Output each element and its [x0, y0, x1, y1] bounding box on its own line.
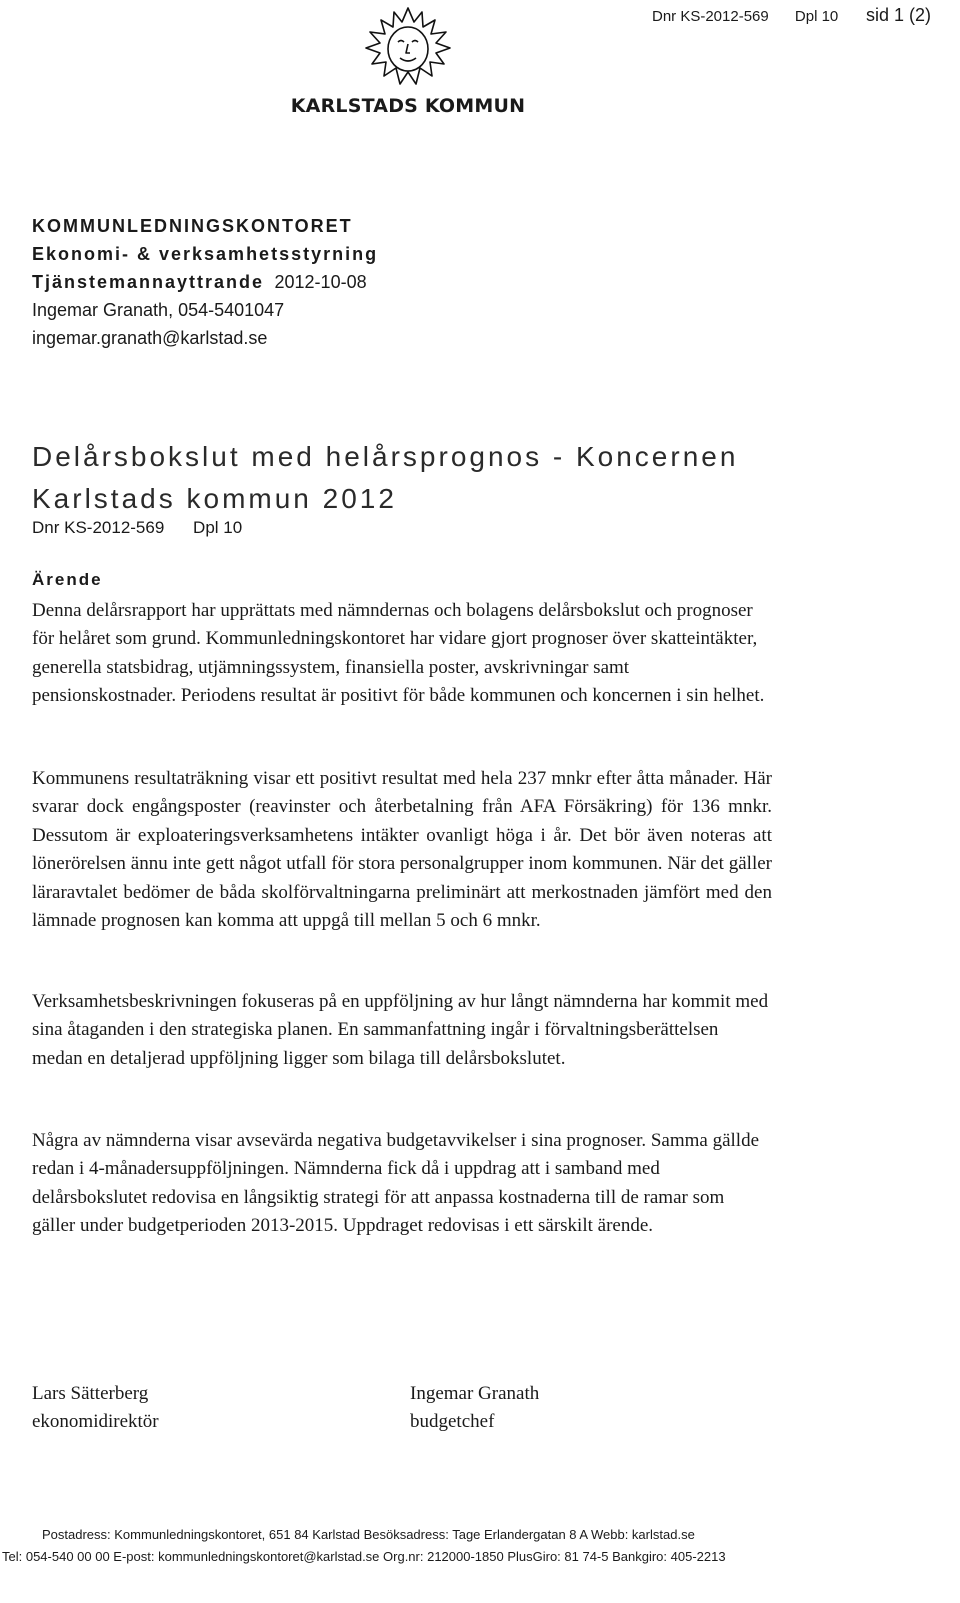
department-name: Ekonomi- & verksamhetsstyrning — [32, 244, 379, 264]
office-name: KOMMUNLEDNINGSKONTORET — [32, 216, 353, 236]
reference-dnr: Dnr KS-2012-569 — [32, 518, 165, 537]
document-reference-header — [652, 8, 838, 25]
signature-1-title: ekonomidirektör — [32, 1411, 159, 1432]
doc-date: 2012-10-08 — [274, 272, 367, 292]
sun-logo-icon — [356, 6, 460, 92]
signature-1-name: Lars Sätterberg — [32, 1383, 149, 1404]
page-title — [32, 436, 932, 520]
footer-contact: Tel: 054-540 00 00 E-post: kommunledningskontoret@karlstad.se Org.nr: 212000-1850 PlusGiro: 81 74-5 Bankgiro: 405-2213 — [2, 1549, 726, 1564]
email-line: ingemar.granath@karlstad.se — [32, 328, 268, 348]
doc-type-line — [32, 268, 378, 296]
section-heading-arende: Ärende — [32, 570, 103, 589]
paragraph-4: Några av nämnderna visar avsevärda negativa budgetavvikelser i sina prognoser. Samma gällde redan i 4-månadersuppföljningen. Nämnderna fick då i uppdrag att i samband med delårsbokslutet redovisa en långsiktig strategi för att anpassa kostnaderna till de ramar som gäller under budgetperioden 2013-2015. Uppdraget redovisas i ett särskilt ärende. — [32, 1130, 760, 1237]
header-dnr: Dnr KS-2012-569 — [652, 8, 769, 25]
sender-block — [32, 212, 378, 352]
reference-line — [32, 518, 242, 538]
karlstad-logo — [288, 6, 528, 122]
signature-2-title: budgetchef — [410, 1411, 495, 1432]
logo-wordmark: KARLSTADS KOMMUN — [290, 95, 526, 117]
title-line-2: Karlstads kommun 2012 — [32, 483, 397, 514]
signature-2 — [410, 1380, 539, 1436]
page-number: sid 1 (2) — [866, 5, 932, 25]
signature-1 — [32, 1380, 159, 1436]
reference-dpl: Dpl 10 — [193, 518, 243, 537]
contact-line: Ingemar Granath, 054-5401047 — [32, 300, 285, 320]
header-dpl: Dpl 10 — [794, 8, 839, 25]
paragraph-1: Denna delårsrapport har upprättats med nämndernas och bolagens delårsbokslut och prognoser för helåret som grund. Kommunledningskontoret har vidare gjort prognoser över skatteintäkter, generella statsbidrag, utjämningssystem, finansiella poster, avskrivningar samt pensionskostnader. Periodens resultat är positivt för både kommunen och koncernen i sin helhet. — [32, 600, 765, 707]
footer-address: Postadress: Kommunledningskontoret, 651 84 Karlstad Besöksadress: Tage Erlandergatan 8 A Webb: karlstad.se — [42, 1527, 695, 1542]
paragraph-3: Verksamhetsbeskrivningen fokuseras på en uppföljning av hur långt nämnderna har kommit med sina åtaganden i den strategiska planen. En sammanfattning ingår i förvaltningsberättelsen medan en detaljerad uppföljning ligger som bilaga till delårsbokslutet. — [32, 991, 769, 1069]
paragraph-2: Kommunens resultaträkning visar ett positivt resultat med hela 237 mnkr efter åtta månader. Här svarar dock engångsposter (reavinster och återbetalning från AFA Försäkring) för 136 mnkr. Dessutom är exploateringsverksamhetens intäkter ovanligt höga i år. Det bör även noteras att lönerörelsen ännu inte gett något utfall för stora personalgrupper inom kommunen. När det gäller läraravtalet bedömer de båda skolförvaltningarna preliminärt att merkostnaden jämfört med den lämnade prognosen kan komma att uppgå till mellan 5 och 6 mnkr. — [32, 768, 772, 932]
doc-type: Tjänstemannayttrande — [32, 272, 265, 292]
title-line-1: Delårsbokslut med helårsprognos - Koncernen — [32, 441, 739, 472]
signature-2-name: Ingemar Granath — [410, 1383, 540, 1404]
